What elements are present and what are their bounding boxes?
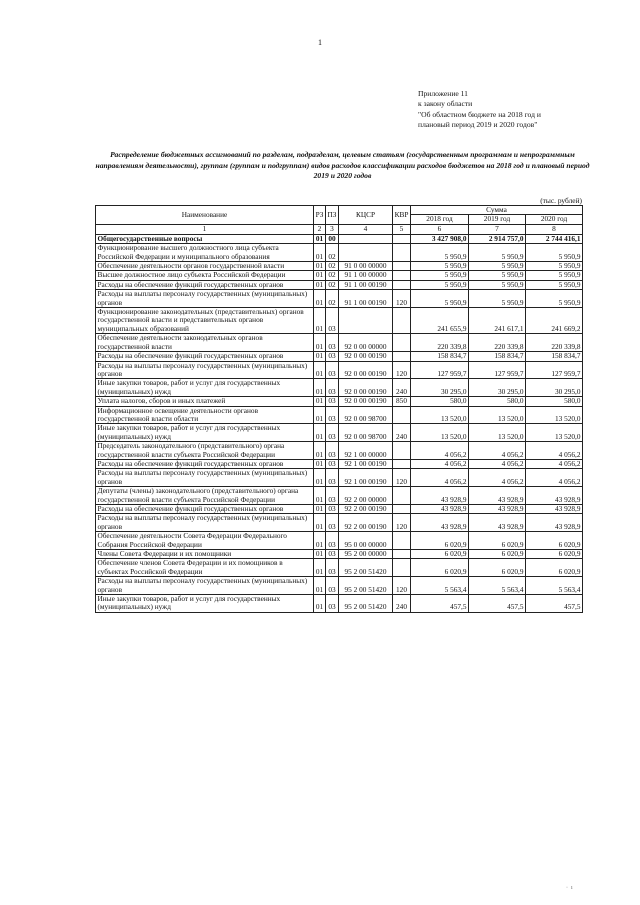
table-row bbox=[96, 595, 583, 613]
table-row bbox=[96, 577, 583, 595]
cell-rz: 01 bbox=[314, 271, 326, 280]
cell-rz: 01 bbox=[314, 379, 326, 397]
cell-pz: 03 bbox=[326, 424, 339, 442]
cell-rz: 01 bbox=[314, 262, 326, 271]
cell-pz: 03 bbox=[326, 550, 339, 559]
cell-name: Иные закупки товаров, работ и услуг для государственных (муниципальных) нужд bbox=[96, 379, 314, 397]
cell-kvr: 120 bbox=[393, 577, 411, 595]
cell-kcsr: 95 2 00 00000 bbox=[339, 550, 393, 559]
cell-v2: 5 950,9 bbox=[469, 271, 526, 280]
cell-pz: 03 bbox=[326, 406, 339, 424]
index-cell: 1 bbox=[96, 224, 314, 234]
cell-v3: 457,5 bbox=[526, 595, 583, 613]
cell-kvr bbox=[393, 505, 411, 514]
cell-kvr: 120 bbox=[393, 361, 411, 379]
cell-v2: 158 834,7 bbox=[469, 352, 526, 361]
cell-pz: 03 bbox=[326, 469, 339, 487]
header-name: Наименование bbox=[96, 206, 314, 225]
cell-kcsr: 91 1 00 00190 bbox=[339, 290, 393, 308]
cell-v2: 5 950,9 bbox=[469, 280, 526, 289]
cell-v2: 13 520,0 bbox=[469, 424, 526, 442]
cell-kvr bbox=[393, 406, 411, 424]
index-cell: 4 bbox=[339, 224, 393, 234]
cell-v2: 4 056,2 bbox=[469, 442, 526, 460]
cell-v2: 5 950,9 bbox=[469, 244, 526, 262]
cell-name: Расходы на выплаты персоналу государственных (муниципальных) органов bbox=[96, 361, 314, 379]
cell-v3: 2 744 416,1 bbox=[526, 234, 583, 243]
cell-v1: 13 520,0 bbox=[411, 406, 469, 424]
cell-v3: 241 669,2 bbox=[526, 308, 583, 334]
table-row bbox=[96, 442, 583, 460]
cell-pz: 03 bbox=[326, 334, 339, 352]
cell-name: Председатель законодательного (представительного) органа государственной власти субъекта Российской Федерации bbox=[96, 442, 314, 460]
index-cell: 2 bbox=[314, 224, 326, 234]
cell-rz: 01 bbox=[314, 459, 326, 468]
cell-v3: 220 339,8 bbox=[526, 334, 583, 352]
cell-name: Расходы на выплаты персоналу государственных (муниципальных) органов bbox=[96, 514, 314, 532]
cell-kcsr: 95 2 00 51420 bbox=[339, 595, 393, 613]
cell-pz: 03 bbox=[326, 442, 339, 460]
cell-kvr: 240 bbox=[393, 379, 411, 397]
table-row bbox=[96, 559, 583, 577]
table-row bbox=[96, 379, 583, 397]
cell-kvr bbox=[393, 271, 411, 280]
cell-rz: 01 bbox=[314, 234, 326, 243]
cell-kvr bbox=[393, 550, 411, 559]
index-cell: 8 bbox=[526, 224, 583, 234]
cell-v2: 13 520,0 bbox=[469, 406, 526, 424]
cell-rz: 01 bbox=[314, 532, 326, 550]
index-cell: 3 bbox=[326, 224, 339, 234]
cell-name: Уплата налогов, сборов и иных платежей bbox=[96, 397, 314, 406]
cell-pz: 03 bbox=[326, 559, 339, 577]
cell-v3: 5 950,9 bbox=[526, 290, 583, 308]
cell-name: Обеспечение деятельности органов государственной власти bbox=[96, 262, 314, 271]
cell-v1: 4 056,2 bbox=[411, 442, 469, 460]
cell-kvr: 120 bbox=[393, 469, 411, 487]
cell-kcsr: 91 1 00 00190 bbox=[339, 280, 393, 289]
cell-kvr: 240 bbox=[393, 424, 411, 442]
cell-rz: 01 bbox=[314, 559, 326, 577]
cell-pz: 03 bbox=[326, 308, 339, 334]
cell-kcsr: 92 0 00 00000 bbox=[339, 334, 393, 352]
appendix-line: плановый период 2019 и 2020 годов" bbox=[418, 119, 538, 129]
cell-v1: 457,5 bbox=[411, 595, 469, 613]
cell-kvr: 120 bbox=[393, 514, 411, 532]
cell-v2: 2 914 757,0 bbox=[469, 234, 526, 243]
header-kvr: КВР bbox=[393, 206, 411, 225]
cell-rz: 01 bbox=[314, 361, 326, 379]
cell-rz: 01 bbox=[314, 397, 326, 406]
cell-v1: 43 928,9 bbox=[411, 514, 469, 532]
cell-v1: 6 020,9 bbox=[411, 532, 469, 550]
cell-v1: 13 520,0 bbox=[411, 424, 469, 442]
cell-v2: 241 617,1 bbox=[469, 308, 526, 334]
cell-name: Расходы на выплаты персоналу государственных (муниципальных) органов bbox=[96, 577, 314, 595]
cell-name: Иные закупки товаров, работ и услуг для государственных (муниципальных) нужд bbox=[96, 595, 314, 613]
cell-v1: 158 834,7 bbox=[411, 352, 469, 361]
cell-name: Расходы на выплаты персоналу государственных (муниципальных) органов bbox=[96, 290, 314, 308]
cell-v1: 4 056,2 bbox=[411, 459, 469, 468]
cell-pz: 03 bbox=[326, 505, 339, 514]
cell-name: Обеспечение деятельности законодательных органов государственной власти bbox=[96, 334, 314, 352]
cell-kcsr: 92 1 00 00190 bbox=[339, 459, 393, 468]
cell-v1: 5 950,9 bbox=[411, 271, 469, 280]
cell-kvr bbox=[393, 459, 411, 468]
header-rz: РЗ bbox=[314, 206, 326, 225]
cell-rz: 01 bbox=[314, 334, 326, 352]
cell-kvr: 850 bbox=[393, 397, 411, 406]
cell-rz: 01 bbox=[314, 595, 326, 613]
header-year-2019: 2019 год bbox=[469, 215, 526, 224]
cell-kcsr: 92 0 00 98700 bbox=[339, 424, 393, 442]
cell-v1: 43 928,9 bbox=[411, 487, 469, 505]
cell-v3: 30 295,0 bbox=[526, 379, 583, 397]
cell-pz: 03 bbox=[326, 577, 339, 595]
table-row bbox=[96, 334, 583, 352]
header-year-2018: 2018 год bbox=[411, 215, 469, 224]
cell-v3: 43 928,9 bbox=[526, 505, 583, 514]
table-row bbox=[96, 290, 583, 308]
table-row bbox=[96, 352, 583, 361]
cell-name: Расходы на обеспечение функций государственных органов bbox=[96, 459, 314, 468]
cell-kvr bbox=[393, 308, 411, 334]
cell-kcsr bbox=[339, 244, 393, 262]
cell-v1: 241 655,9 bbox=[411, 308, 469, 334]
budget-table bbox=[95, 205, 583, 613]
cell-v3: 5 950,9 bbox=[526, 244, 583, 262]
cell-v3: 43 928,9 bbox=[526, 514, 583, 532]
cell-rz: 01 bbox=[314, 577, 326, 595]
cell-v3: 4 056,2 bbox=[526, 459, 583, 468]
cell-pz: 02 bbox=[326, 290, 339, 308]
cell-name: Расходы на обеспечение функций государственных органов bbox=[96, 352, 314, 361]
cell-v2: 43 928,9 bbox=[469, 505, 526, 514]
index-cell: 5 bbox=[393, 224, 411, 234]
cell-v2: 6 020,9 bbox=[469, 559, 526, 577]
cell-kcsr: 92 0 00 00190 bbox=[339, 352, 393, 361]
cell-pz: 02 bbox=[326, 271, 339, 280]
cell-pz: 03 bbox=[326, 361, 339, 379]
table-row bbox=[96, 469, 583, 487]
cell-pz: 02 bbox=[326, 262, 339, 271]
cell-v1: 5 950,9 bbox=[411, 244, 469, 262]
cell-kcsr: 92 2 00 00190 bbox=[339, 514, 393, 532]
cell-rz: 01 bbox=[314, 505, 326, 514]
appendix-note bbox=[418, 89, 623, 130]
cell-name: Члены Совета Федерации и их помощники bbox=[96, 550, 314, 559]
cell-kvr bbox=[393, 234, 411, 243]
table-row bbox=[96, 487, 583, 505]
cell-rz: 01 bbox=[314, 469, 326, 487]
cell-pz: 03 bbox=[326, 352, 339, 361]
cell-rz: 01 bbox=[314, 290, 326, 308]
cell-v2: 457,5 bbox=[469, 595, 526, 613]
document-title: Распределение бюджетных ассигнований по разделам, подразделам, целевым статьям (государственным программам и непрограммным направлениям деятельности), группам (группам и подгруппам) видов расходов классификации расходов бюджетов на 2018 год и плановый период 2019 и 2020 годов bbox=[95, 150, 590, 181]
cell-v1: 30 295,0 bbox=[411, 379, 469, 397]
cell-name: Расходы на выплаты персоналу государственных (муниципальных) органов bbox=[96, 469, 314, 487]
cell-v1: 3 427 908,0 bbox=[411, 234, 469, 243]
cell-v1: 43 928,9 bbox=[411, 505, 469, 514]
cell-rz: 01 bbox=[314, 244, 326, 262]
cell-kvr: 120 bbox=[393, 290, 411, 308]
cell-kvr bbox=[393, 244, 411, 262]
cell-name: Функционирование законодательных (представительных) органов государственной власти и представительных органов муниципальных образований bbox=[96, 308, 314, 334]
cell-name: Высшее должностное лицо субъекта Российской Федерации bbox=[96, 271, 314, 280]
cell-kcsr: 92 0 00 00190 bbox=[339, 379, 393, 397]
cell-v3: 5 950,9 bbox=[526, 271, 583, 280]
table-body bbox=[96, 224, 583, 612]
cell-name: Депутаты (члены) законодательного (представительного) органа государственной власти субъекта Российской Федерации bbox=[96, 487, 314, 505]
cell-kvr bbox=[393, 352, 411, 361]
cell-kcsr bbox=[339, 234, 393, 243]
header-year-2020: 2020 год bbox=[526, 215, 583, 224]
table-row bbox=[96, 361, 583, 379]
cell-pz: 03 bbox=[326, 595, 339, 613]
table-row bbox=[96, 244, 583, 262]
cell-v3: 5 563,4 bbox=[526, 577, 583, 595]
index-cell: 6 bbox=[411, 224, 469, 234]
table-row bbox=[96, 406, 583, 424]
cell-kcsr: 92 2 00 00190 bbox=[339, 505, 393, 514]
table-row bbox=[96, 271, 583, 280]
cell-kcsr: 92 0 00 00190 bbox=[339, 361, 393, 379]
cell-v1: 5 950,9 bbox=[411, 280, 469, 289]
cell-v2: 4 056,2 bbox=[469, 469, 526, 487]
cell-v2: 127 959,7 bbox=[469, 361, 526, 379]
cell-v3: 4 056,2 bbox=[526, 442, 583, 460]
cell-kvr bbox=[393, 334, 411, 352]
cell-kcsr: 92 2 00 00000 bbox=[339, 487, 393, 505]
cell-v3: 13 520,0 bbox=[526, 406, 583, 424]
column-index-row bbox=[96, 224, 583, 234]
appendix-line: Приложение 11 bbox=[418, 89, 468, 98]
cell-name: Расходы на обеспечение функций государственных органов bbox=[96, 280, 314, 289]
units-label: (тыс. рублей) bbox=[540, 196, 582, 205]
cell-v3: 5 950,9 bbox=[526, 280, 583, 289]
cell-v2: 5 950,9 bbox=[469, 290, 526, 308]
cell-kcsr: 92 1 00 00190 bbox=[339, 469, 393, 487]
table-row bbox=[96, 397, 583, 406]
cell-v2: 43 928,9 bbox=[469, 487, 526, 505]
cell-kvr bbox=[393, 442, 411, 460]
cell-v3: 158 834,7 bbox=[526, 352, 583, 361]
cell-kcsr: 95 0 00 00000 bbox=[339, 532, 393, 550]
table-row bbox=[96, 514, 583, 532]
cell-v3: 13 520,0 bbox=[526, 424, 583, 442]
cell-v1: 220 339,8 bbox=[411, 334, 469, 352]
table-row bbox=[96, 308, 583, 334]
cell-v1: 5 950,9 bbox=[411, 290, 469, 308]
header-sum: Сумма bbox=[411, 206, 583, 215]
cell-kvr: 240 bbox=[393, 595, 411, 613]
cell-pz: 03 bbox=[326, 487, 339, 505]
header-kcsr: КЦСР bbox=[339, 206, 393, 225]
cell-v2: 30 295,0 bbox=[469, 379, 526, 397]
cell-rz: 01 bbox=[314, 550, 326, 559]
cell-v2: 43 928,9 bbox=[469, 514, 526, 532]
cell-v2: 4 056,2 bbox=[469, 459, 526, 468]
cell-kcsr: 95 2 00 51420 bbox=[339, 577, 393, 595]
cell-v3: 6 020,9 bbox=[526, 532, 583, 550]
cell-rz: 01 bbox=[314, 308, 326, 334]
cell-v1: 580,0 bbox=[411, 397, 469, 406]
cell-kvr bbox=[393, 262, 411, 271]
cell-pz: 02 bbox=[326, 244, 339, 262]
cell-v1: 127 959,7 bbox=[411, 361, 469, 379]
cell-kvr bbox=[393, 280, 411, 289]
cell-rz: 01 bbox=[314, 442, 326, 460]
cell-v3: 5 950,9 bbox=[526, 262, 583, 271]
cell-name: Расходы на обеспечение функций государственных органов bbox=[96, 505, 314, 514]
cell-rz: 01 bbox=[314, 514, 326, 532]
cell-v3: 580,0 bbox=[526, 397, 583, 406]
cell-v2: 580,0 bbox=[469, 397, 526, 406]
cell-name: Иные закупки товаров, работ и услуг для государственных (муниципальных) нужд bbox=[96, 424, 314, 442]
cell-v1: 5 563,4 bbox=[411, 577, 469, 595]
cell-v3: 4 056,2 bbox=[526, 469, 583, 487]
cell-pz: 03 bbox=[326, 379, 339, 397]
cell-v3: 6 020,9 bbox=[526, 550, 583, 559]
table-row bbox=[96, 532, 583, 550]
cell-rz: 01 bbox=[314, 352, 326, 361]
cell-name: Общегосударственные вопросы bbox=[96, 234, 314, 243]
cell-v1: 6 020,9 bbox=[411, 550, 469, 559]
appendix-line: к закону области bbox=[418, 99, 473, 109]
cell-v2: 5 950,9 bbox=[469, 262, 526, 271]
cell-kcsr: 92 0 00 00190 bbox=[339, 397, 393, 406]
cell-name: Обеспечение деятельности Совета Федерации Федерального Собрания Российской Федерации bbox=[96, 532, 314, 550]
cell-v2: 5 563,4 bbox=[469, 577, 526, 595]
cell-kcsr: 92 1 00 00000 bbox=[339, 442, 393, 460]
cell-rz: 01 bbox=[314, 487, 326, 505]
cell-v1: 4 056,2 bbox=[411, 469, 469, 487]
cell-name: Обеспечение членов Совета Федерации и их помощников в субъектах Российской Федерации bbox=[96, 559, 314, 577]
cell-kcsr bbox=[339, 308, 393, 334]
cell-v1: 6 020,9 bbox=[411, 559, 469, 577]
cell-kcsr: 92 0 00 98700 bbox=[339, 406, 393, 424]
cell-rz: 01 bbox=[314, 280, 326, 289]
cell-pz: 03 bbox=[326, 397, 339, 406]
cell-kvr bbox=[393, 559, 411, 577]
page-number: 1 bbox=[318, 38, 322, 47]
cell-kcsr: 91 0 00 00000 bbox=[339, 262, 393, 271]
cell-rz: 01 bbox=[314, 406, 326, 424]
cell-name: Функционирование высшего должностного лица субъекта Российской Федерации и муниципального образования bbox=[96, 244, 314, 262]
cell-pz: 03 bbox=[326, 532, 339, 550]
cell-v2: 220 339,8 bbox=[469, 334, 526, 352]
cell-v2: 6 020,9 bbox=[469, 532, 526, 550]
cell-v2: 6 020,9 bbox=[469, 550, 526, 559]
cell-name: Информационное освещение деятельности органов государственной власти области bbox=[96, 406, 314, 424]
cell-kcsr: 91 1 00 00000 bbox=[339, 271, 393, 280]
cell-pz: 00 bbox=[326, 234, 339, 243]
cell-kvr bbox=[393, 487, 411, 505]
cell-v3: 127 959,7 bbox=[526, 361, 583, 379]
cell-v3: 6 020,9 bbox=[526, 559, 583, 577]
cell-kvr bbox=[393, 532, 411, 550]
cell-kcsr: 95 2 00 51420 bbox=[339, 559, 393, 577]
cell-pz: 02 bbox=[326, 280, 339, 289]
table-row bbox=[96, 424, 583, 442]
cell-pz: 03 bbox=[326, 459, 339, 468]
appendix-line: "Об областном бюджете на 2018 год и bbox=[418, 109, 541, 119]
index-cell: 7 bbox=[469, 224, 526, 234]
cell-rz: 01 bbox=[314, 424, 326, 442]
cell-v3: 43 928,9 bbox=[526, 487, 583, 505]
header-pz: ПЗ bbox=[326, 206, 339, 225]
scan-mark: · ı bbox=[566, 885, 573, 891]
cell-v1: 5 950,9 bbox=[411, 262, 469, 271]
cell-pz: 03 bbox=[326, 514, 339, 532]
